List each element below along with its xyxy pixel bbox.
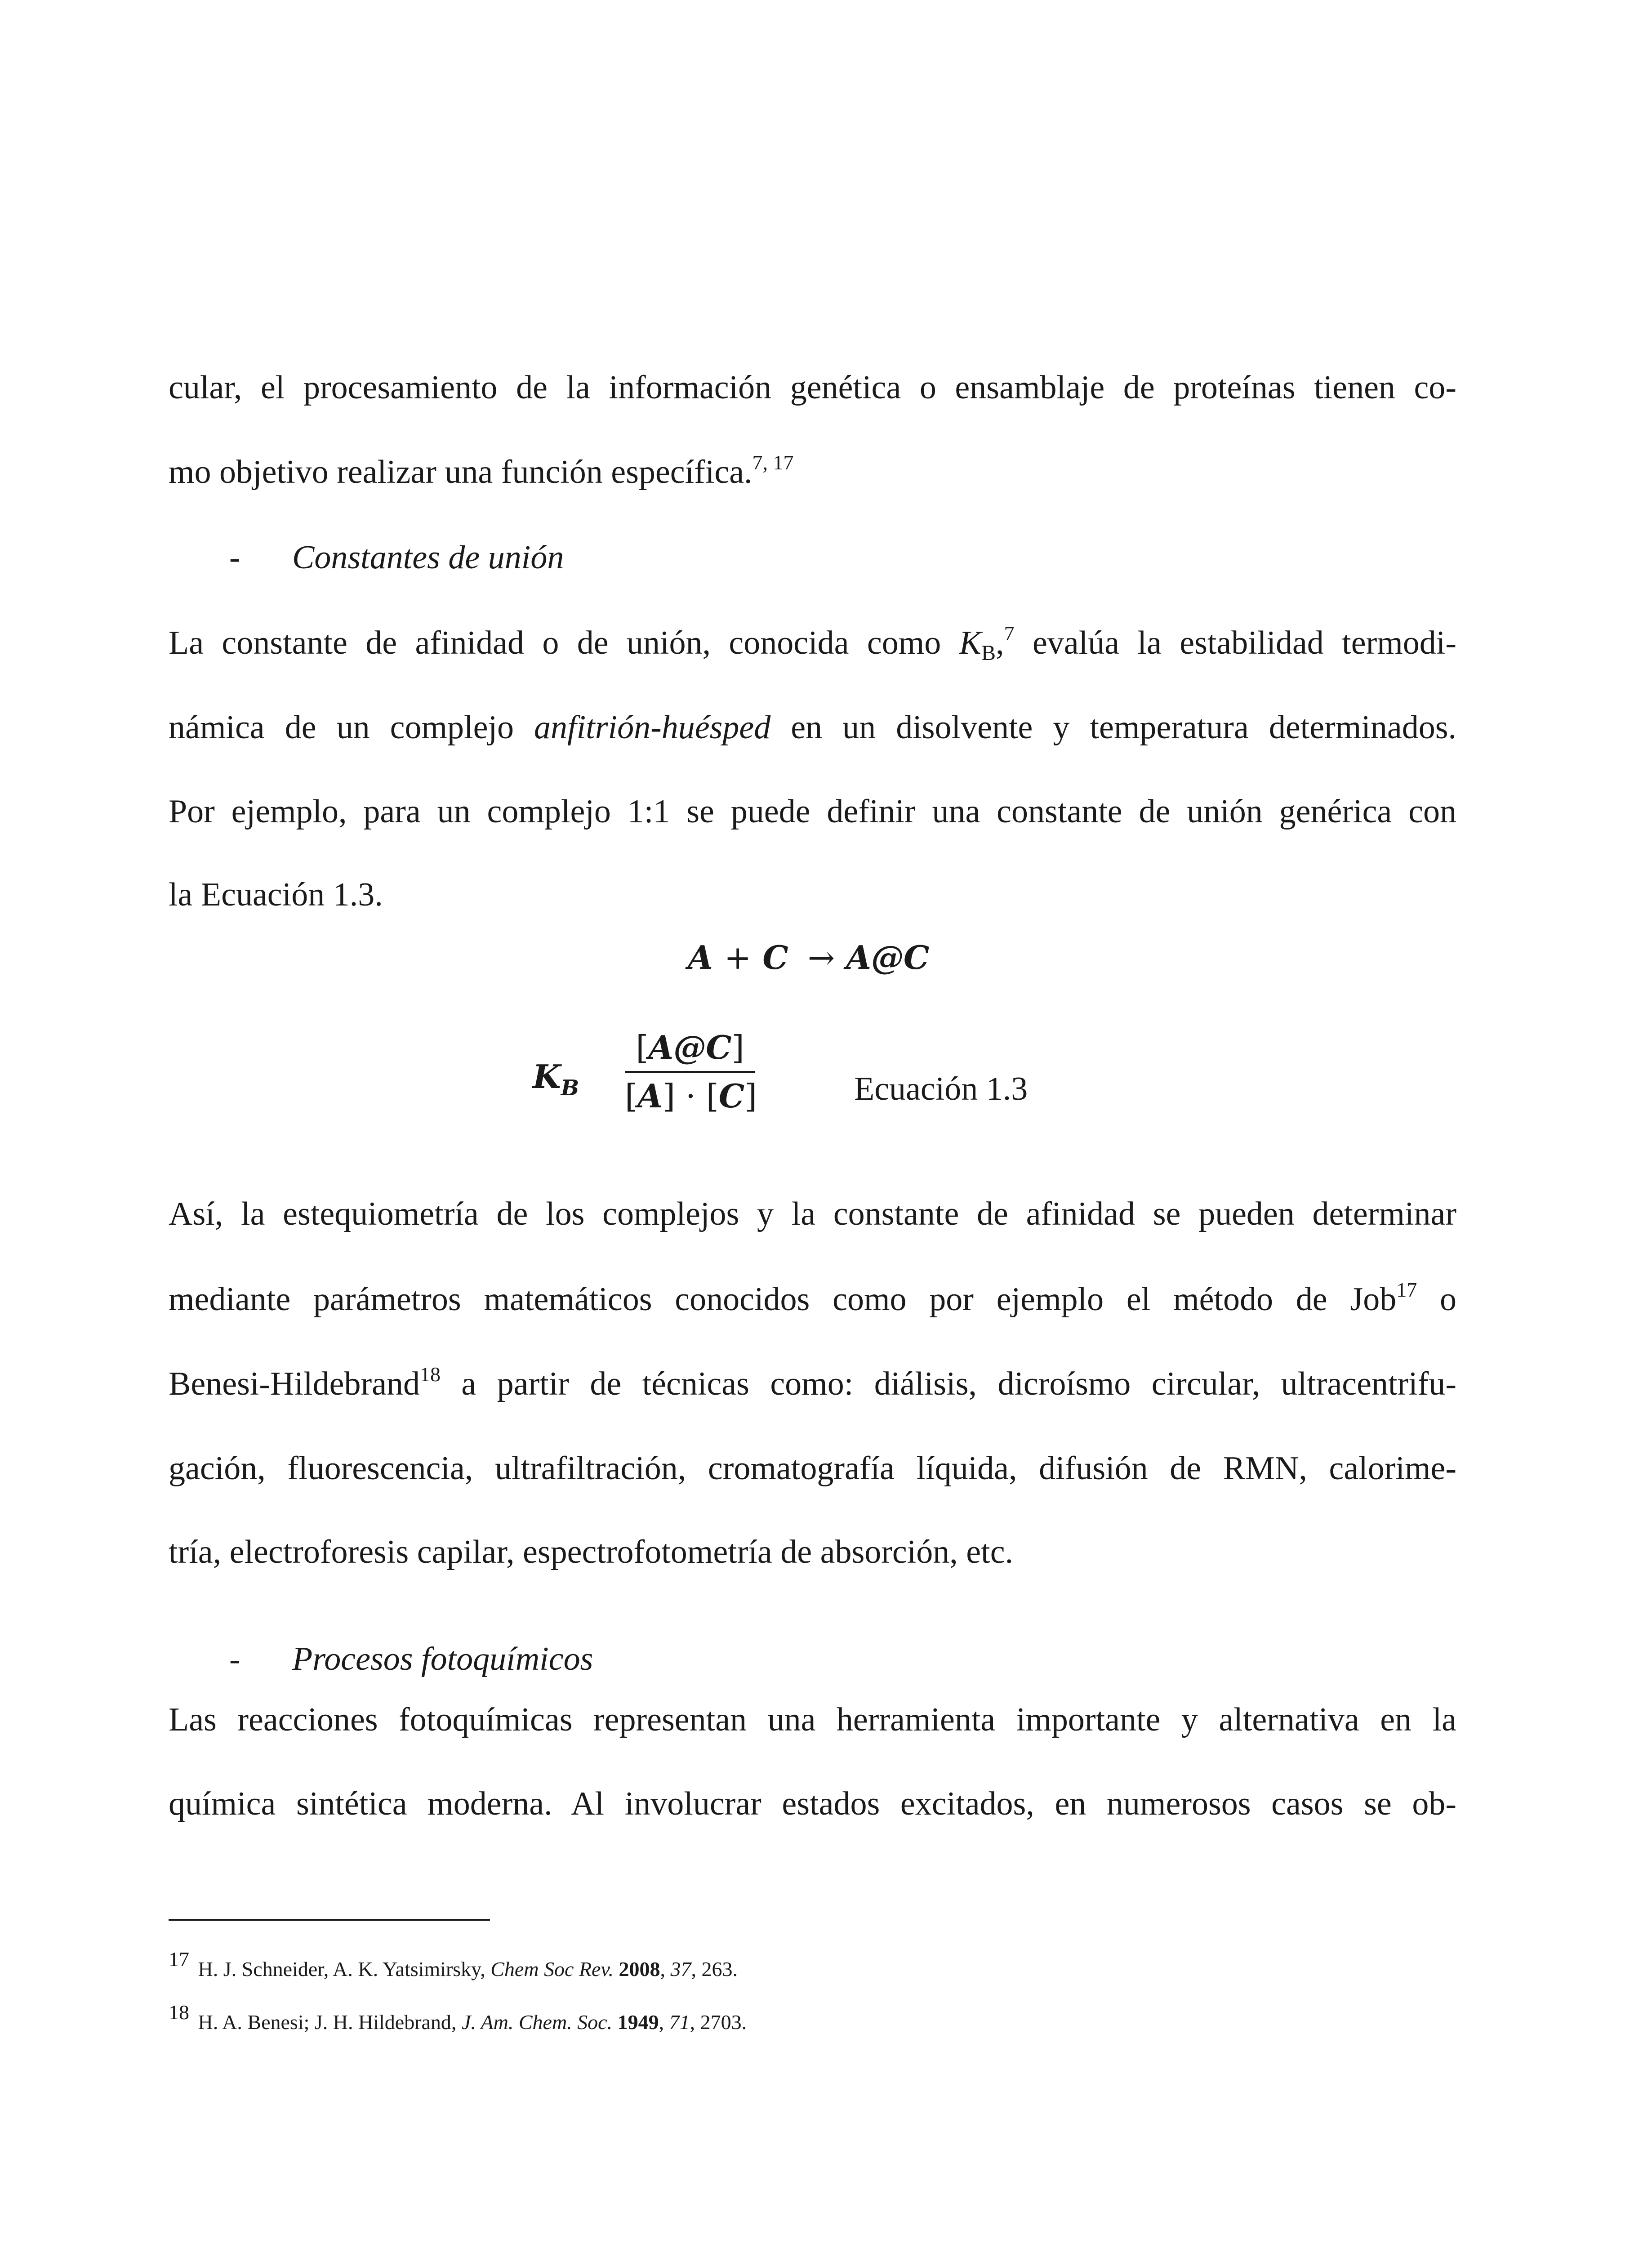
footnote-authors: H. A. Benesi; J. H. Hildebrand,: [193, 2011, 462, 2034]
footnote-volume: 71: [669, 2011, 690, 2034]
paragraph-1-line-2: [169, 450, 1456, 495]
paragraph-3-line-2: [169, 1277, 1456, 1322]
equation-label: Ecuación 1.3: [854, 1070, 1028, 1107]
arrow-icon: →: [807, 939, 835, 977]
section-heading-photochemical: [229, 1637, 593, 1682]
paragraph-3-line-3: [169, 1361, 1456, 1406]
paragraph-2-line-1-end: evalúa la estabilidad termodi-: [1014, 624, 1456, 661]
footnote-volume: 37: [670, 1958, 691, 1980]
paragraph-4-line-2: química sintética moderna. Al involucrar estados excitados, en numerosos casos se ob-: [169, 1785, 1456, 1822]
kb-symbol: K: [959, 624, 982, 661]
plus-sign: +: [724, 939, 752, 977]
paragraph-3-line-3-text: Benesi-Hildebrand: [169, 1365, 420, 1402]
heading-dash: -: [229, 539, 240, 576]
footnote-pages: , 2703.: [690, 2011, 747, 2034]
footnote-year: 2008: [619, 1958, 660, 1980]
comma: ,: [996, 624, 1004, 661]
kb-subscript: B: [561, 1075, 579, 1101]
footnote-year: 1949: [617, 2011, 659, 2034]
fraction-numerator: [A@C]: [636, 1028, 744, 1066]
citation-ref: 17: [1396, 1278, 1417, 1301]
paragraph-3-line-1: Así, la estequiometría de los complejos y la constante de afinidad se pueden determinar: [169, 1195, 1456, 1232]
footnote-18: 18 H. A. Benesi; J. H. Hildebrand, J. Am. Chem. Soc. 1949, 71, 2703.: [169, 2001, 747, 2034]
paragraph-2-line-3: Por ejemplo, para un complejo 1:1 se puede definir una constante de unión genérica con: [169, 793, 1456, 830]
paragraph-2-line-2-start: námica de un complejo: [169, 709, 534, 746]
paragraph-3-line-2-text: mediante parámetros matemáticos conocidos como por ejemplo el método de Job: [169, 1281, 1397, 1318]
paragraph-2-line-1: [169, 620, 1456, 665]
paragraph-2-line-2-end: en un disolvente y temperatura determinados.: [770, 709, 1456, 746]
paragraph-3-line-5: tría, electroforesis capilar, espectrofotometría de absorción, etc.: [169, 1534, 1014, 1570]
footnote-pages: , 263.: [691, 1958, 738, 1980]
footnote-journal: J. Am. Chem. Soc.: [461, 2011, 613, 2034]
heading-title: Procesos fotoquímicos: [292, 1641, 593, 1677]
reactant-c: C: [762, 938, 788, 977]
section-heading-binding-constants: [229, 535, 564, 580]
kb-letter: K: [533, 1057, 561, 1096]
citation-ref: 7, 17: [752, 451, 794, 474]
kb-equation-symbol: [533, 1054, 579, 1111]
reactant-a: A: [688, 938, 713, 977]
paragraph-1-line-1: cular, el procesamiento de la información genética o ensamblaje de proteínas tienen co-: [169, 369, 1456, 406]
paragraph-2-line-4: la Ecuación 1.3.: [169, 876, 383, 913]
product: A@C: [846, 938, 930, 977]
citation-ref: 18: [419, 1363, 441, 1386]
paragraph-3-line-4: gación, fluorescencia, ultrafiltración, cromatografía líquida, difusión de RMN, calorime-: [169, 1450, 1456, 1487]
paragraph-2-line-2: [169, 705, 1456, 750]
reaction-equation: [688, 935, 929, 980]
footnote-divider: [169, 1919, 490, 1921]
fraction-bar: [625, 1071, 755, 1073]
fraction-denominator: [A] · [C]: [625, 1077, 757, 1115]
paragraph-4-line-1: Las reacciones fotoquímicas representan una herramienta importante y alternativa en la: [169, 1701, 1456, 1738]
paragraph-1-line-2-text: mo objetivo realizar una función específica.: [169, 454, 753, 491]
italic-term: anfitrión-huésped: [534, 709, 771, 746]
paragraph-2-line-1-start: La constante de afinidad o de unión, conocida como: [169, 624, 959, 661]
kb-fraction: [625, 1026, 755, 1118]
footnote-journal: Chem Soc Rev.: [490, 1958, 614, 1980]
heading-title: Constantes de unión: [292, 539, 564, 576]
paragraph-3-line-3-end: a partir de técnicas como: diálisis, dicroísmo circular, ultracentrifu-: [440, 1365, 1456, 1402]
footnote-17: 17 H. J. Schneider, A. K. Yatsimirsky, Chem Soc Rev. 2008, 37, 263.: [169, 1948, 738, 1980]
citation-ref: 7: [1004, 622, 1015, 645]
kb-subscript: B: [981, 641, 996, 665]
footnote-number: 17: [169, 1948, 189, 1971]
heading-dash: -: [229, 1641, 240, 1677]
footnote-number: 18: [169, 2001, 189, 2024]
paragraph-3-line-2-end: o: [1417, 1281, 1456, 1318]
footnote-authors: H. J. Schneider, A. K. Yatsimirsky,: [193, 1958, 491, 1980]
